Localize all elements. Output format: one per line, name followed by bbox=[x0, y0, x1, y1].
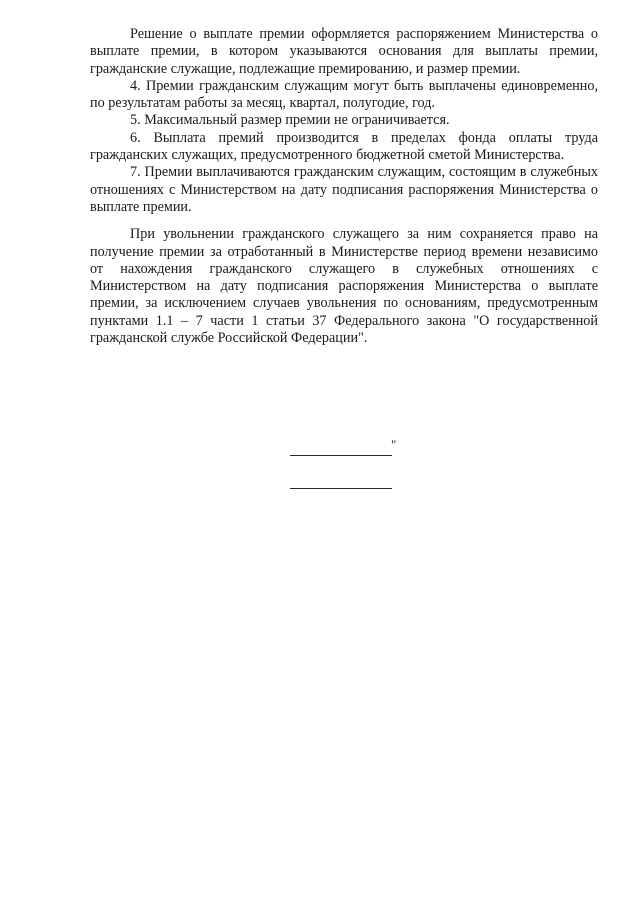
paragraph-item-6: 6. Выплата премий производится в пределах фонда оплаты труда гражданских служащих, предусмотренного бюджетной сметой Министерства. bbox=[90, 129, 598, 164]
closing-quote-mark: " bbox=[391, 437, 397, 452]
document-body bbox=[90, 26, 598, 347]
paragraph-item-5: 5. Максимальный размер премии не ограничивается. bbox=[130, 112, 450, 129]
paragraph-item-4: 4. Премии гражданским служащим могут быть выплачены единовременно, по результатам работы за месяц, квартал, полугодие, год. bbox=[90, 77, 598, 112]
paragraph-item-7: 7. Премии выплачиваются гражданским служащим, состоящим в служебных отношениях с Министерством на дату подписания распоряжения Министерства о выплате премии. bbox=[90, 164, 598, 215]
paragraph-dismissal: При увольнении гражданского служащего за ним сохраняется право на получение премии за отработанный в Министерстве период времени независимо от нахождения гражданского служащего в служебных отношениях с Министерством на дату подписания распоряжения Министерства о выплате премии, за исключением случаев увольнения по основаниям, предусмотренным пунктами 1.1 – 7 части 1 статьи 37 Федерального закона "О государственной гражданской службе Российской Федерации". bbox=[90, 226, 598, 347]
closing-divider-bottom bbox=[290, 488, 392, 489]
closing-divider-top bbox=[290, 455, 392, 456]
paragraph-premium-decision: Решение о выплате премии оформляется распоряжением Министерства о выплате премии, в котором указываются основания для выплаты премии, гражданские служащие, подлежащие премированию, и размер премии. bbox=[90, 26, 598, 77]
